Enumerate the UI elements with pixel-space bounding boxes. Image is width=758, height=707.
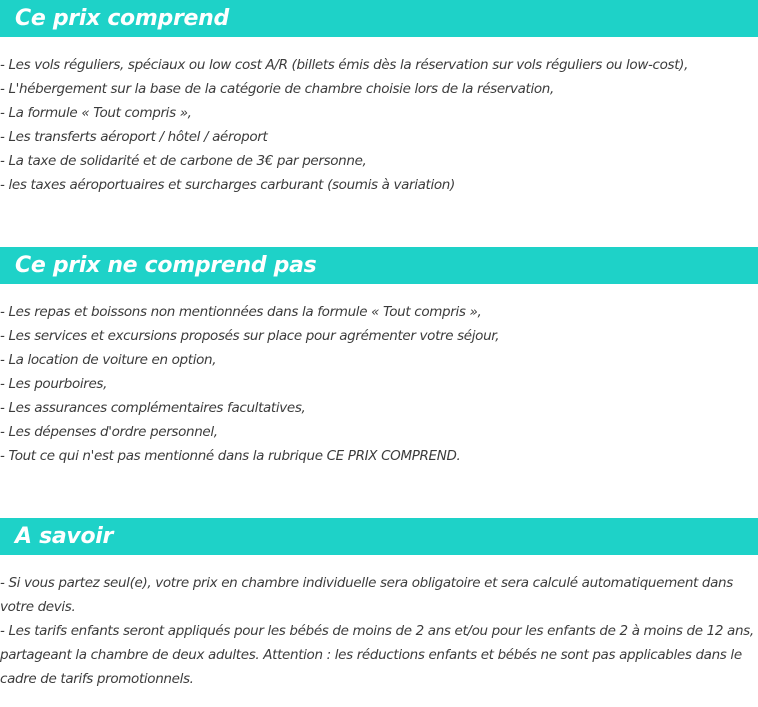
list-item: - Les dépenses d'ordre personnel, [0,424,218,440]
list-item: - Les tarifs enfants seront appliqués pour les bébés de moins de 2 ans et/ou pour les enfants de 2 à moins de 12 ans, partageant la chambre de deux adultes. Attention : les réductions enfants et bébés ne sont pas applicables dans le cadre de tarifs promotionnels. [0,623,754,687]
section-header-good-to-know [0,518,758,555]
section-title: A savoir [15,524,114,549]
good-to-know-list [0,571,758,691]
list-item: - Les assurances complémentaires facultatives, [0,400,306,416]
list-item: - La taxe de solidarité et de carbone de 3€ par personne, [0,153,367,169]
list-item: - les taxes aéroportuaires et surcharges carburant (soumis à variation) [0,177,455,193]
list-item: - La formule « Tout compris », [0,105,192,121]
list-item: - La location de voiture en option, [0,352,217,368]
list-item: - Les services et excursions proposés sur place pour agrémenter votre séjour, [0,328,500,344]
section-header-not-included [0,247,758,284]
section-header-included [0,0,758,37]
list-item: - Les vols réguliers, spéciaux ou low cost A/R (billets émis dès la réservation sur vols réguliers ou low-cost), [0,57,689,73]
list-item: - Les repas et boissons non mentionnées dans la formule « Tout compris », [0,304,482,320]
list-item: - Si vous partez seul(e), votre prix en chambre individuelle sera obligatoire et sera calculé automatiquement dans votre devis. [0,575,733,615]
section-title: Ce prix comprend [15,6,229,31]
list-item: - Les pourboires, [0,376,108,392]
list-item: - L'hébergement sur la base de la catégorie de chambre choisie lors de la réservation, [0,81,554,97]
not-included-list [0,300,758,468]
included-list [0,53,758,197]
list-item: - Tout ce qui n'est pas mentionné dans la rubrique CE PRIX COMPREND. [0,448,461,464]
list-item: - Les transferts aéroport / hôtel / aéroport [0,129,268,145]
section-title: Ce prix ne comprend pas [15,253,317,278]
